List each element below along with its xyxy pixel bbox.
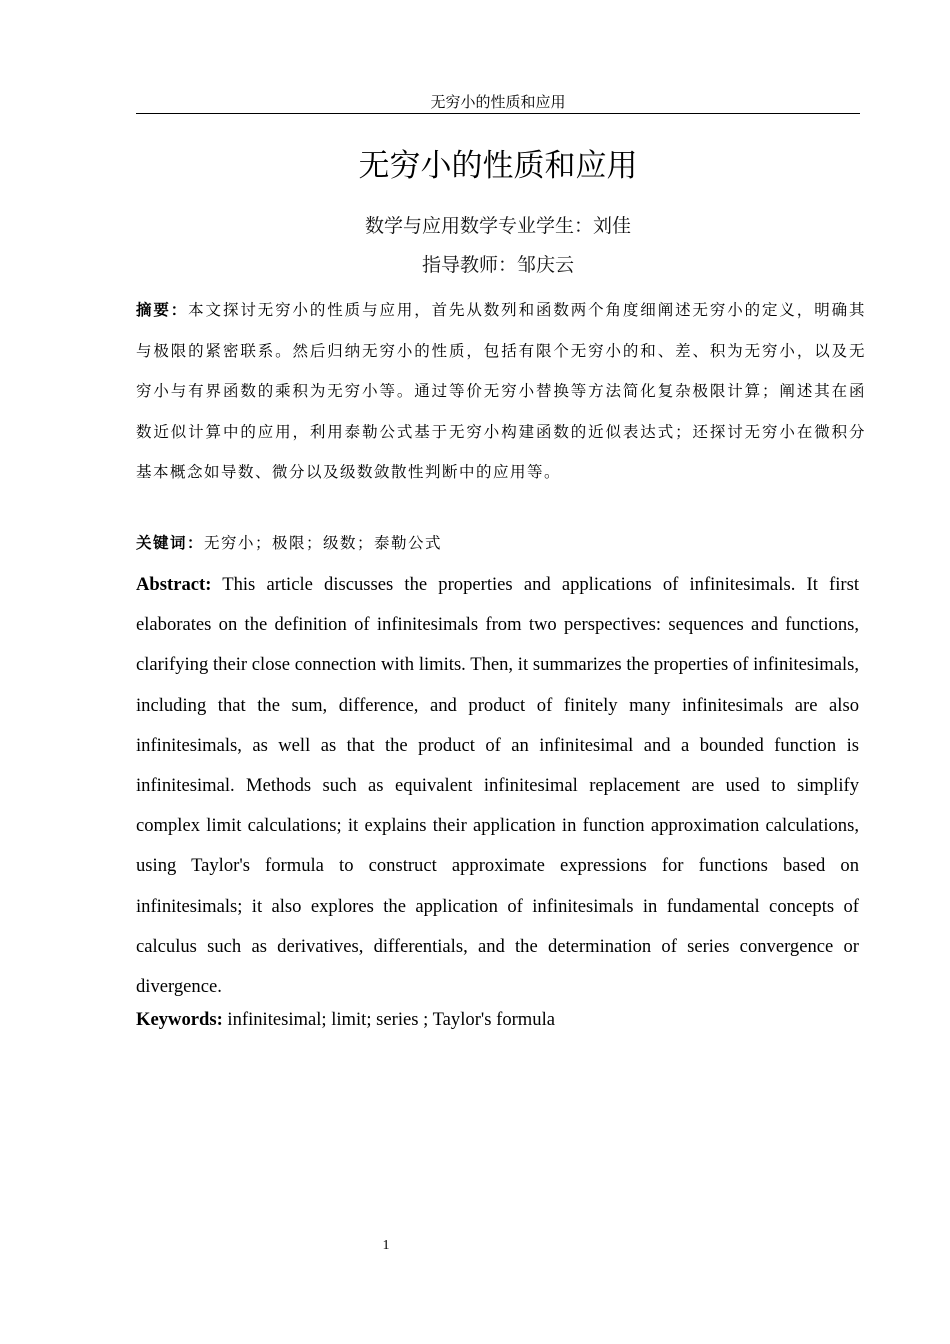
chinese-keywords [136, 529, 860, 557]
english-abstract-label: Abstract: [136, 574, 212, 595]
header-rule [136, 113, 860, 114]
advisor-line: 指导教师：邹庆云 [421, 254, 574, 276]
english-keywords [136, 1007, 860, 1033]
chinese-keywords-label: 关键词： [136, 533, 205, 552]
chinese-abstract [136, 290, 866, 493]
english-keywords-label: Keywords: [136, 1009, 223, 1030]
chinese-keywords-text: 无穷小；极限；级数；泰勒公式 [204, 534, 443, 552]
page-number: 1 [382, 1238, 390, 1253]
chinese-abstract-label: 摘要： [136, 300, 189, 319]
english-abstract [136, 565, 859, 1007]
running-header: 无穷小的性质和应用 [430, 93, 566, 111]
student-author-line: 数学与应用数学专业学生：刘佳 [364, 215, 631, 237]
english-abstract-text: This article discusses the properties and applications of infinitesimals. It first elaborates on the definition of infinitesimals from two perspectives: sequences and functions, clarifying their close connection with limits. Then, it summarizes the properties of infinitesimals, including that the sum, difference, and product of finitely many infinitesimals are also infinitesimals, as well as that the product of an infinitesimal and a bounded function is infinitesimal. Methods such as equivalent infinitesimal replacement are used to simplify complex limit calculations; it explains their application in function approximation calculations, using Taylor's formula to construct approximate expressions for functions based on infinitesimals; it also explores the application of infinitesimals in fundamental concepts of calculus such as derivatives, differentials, and the determination of series convergence or divergence. [136, 574, 859, 998]
english-keywords-text: infinitesimal; limit; series ; Taylor's formula [227, 1009, 555, 1030]
chinese-abstract-text: 本文探讨无穷小的性质与应用，首先从数列和函数两个角度细阐述无穷小的定义，明确其与极限的紧密联系。然后归纳无穷小的性质，包括有限个无穷小的和、差、积为无穷小，以及无穷小与有界函数的乘积为无穷小等。通过等价无穷小替换等方法简化复杂极限计算；阐述其在函数近似计算中的应用，利用泰勒公式基于无穷小构建函数的近似表达式；还探讨无穷小在微积分基本概念如导数、微分以及级数敛散性判断中的应用等。 [136, 301, 866, 481]
paper-title: 无穷小的性质和应用 [358, 148, 638, 184]
